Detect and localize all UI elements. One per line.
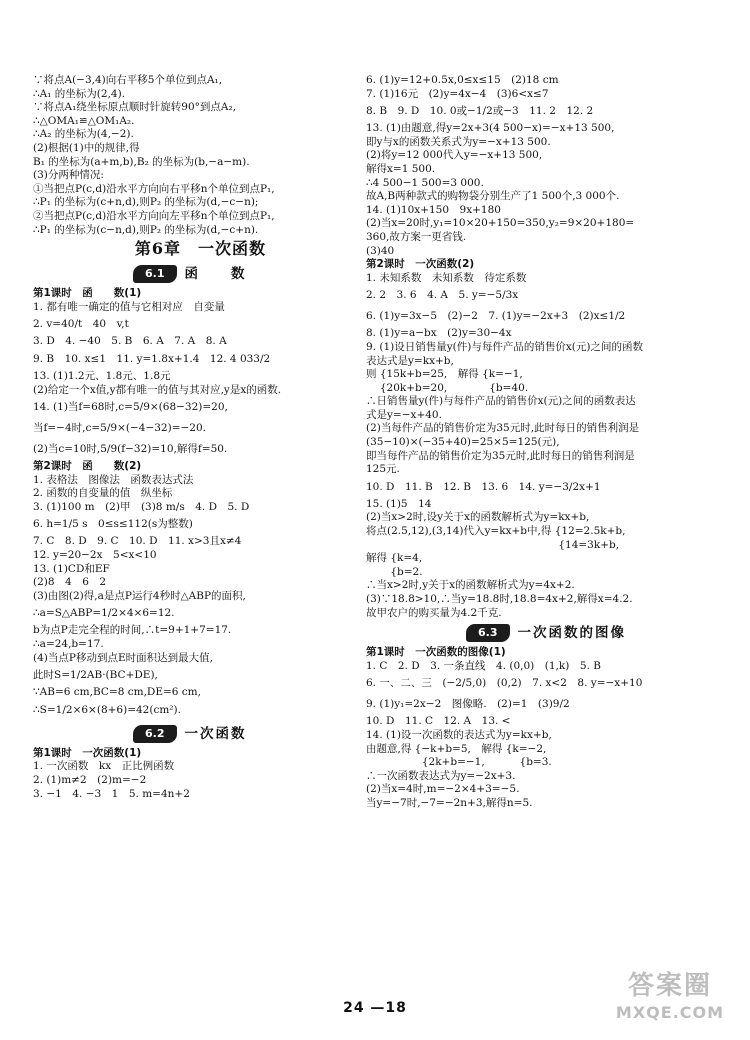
- section-title: 一次函数的图像: [517, 625, 626, 642]
- right-answer-line: 6. 一、二、三 (−2/5,0) (0,2) 7. x<2 8. y=−x+10: [366, 677, 643, 690]
- left-answer-line: 7. C 8. D 9. C 10. D 11. x>3且x≠4: [33, 535, 242, 548]
- left-answer-line: (3)由图(2)得,a是点P运行4秒时△ABP的面积,: [33, 589, 246, 602]
- right-answer-line: 故甲农户的购买量为4.2千克.: [366, 606, 502, 619]
- right-answer-line: 2. 2 3. 6 4. A 5. y=−5/3x: [366, 289, 519, 302]
- left-lesson-heading: 第2课时 函 数(2): [33, 460, 142, 473]
- left-answer-line: ∴P₁ 的坐标为(c+n,d),则P₂ 的坐标为(d,−c−n);: [33, 196, 259, 209]
- right-answer-line: (2)当每件产品的销售价定为35元时,此时每日的销售利润是: [366, 422, 640, 435]
- right-answer-line: 将点(2.5,12),(3,14)代入y=kx+b中,得 {12=2.5k+b,: [366, 525, 626, 538]
- left-answer-line: 1. 一次函数 kx 正比例函数: [33, 760, 175, 773]
- left-answer-line: ∴S=1/2×6×(8+6)=42(cm²).: [33, 703, 181, 716]
- right-answer-line: (2)当x=20时,y₁=10×20+150=350,y₂=9×20+180=: [366, 217, 635, 230]
- left-answer-line: 1. 都有唯一确定的值与它相对应 自变量: [33, 300, 225, 313]
- right-answer-line: ∴一次函数表达式为y=−2x+3.: [366, 769, 516, 782]
- right-answer-line: 当y=−7时,−7=−2n+3,解得n=5.: [366, 796, 533, 809]
- left-answer-line: B₁ 的坐标为(a+m,b),B₂ 的坐标为(b,−a−m).: [33, 155, 250, 168]
- left-answer-line: ∴A₂ 的坐标为(4,−2).: [33, 128, 134, 141]
- right-answer-line: (3)40: [366, 244, 395, 257]
- right-answer-line: 360,故方案一更省钱.: [366, 230, 467, 243]
- right-answer-line: 6. (1)y=12+0.5x,0≤x≤15 (2)18 cm: [366, 74, 559, 86]
- left-answer-line: ∴a=S△ABP=1/2×4×6=12.: [33, 607, 175, 620]
- right-answer-line: (2)当x>2时,设y关于x的函数解析式为y=kx+b,: [366, 511, 590, 524]
- left-answer-line: ∴P₁ 的坐标为(c−n,d),则P₂ 的坐标为(d,−c+n).: [33, 223, 259, 236]
- section-number-badge: 6.2: [133, 725, 177, 743]
- section-title: 一次函数: [184, 725, 247, 742]
- watermark-site: MXQE.COM: [615, 1003, 725, 1022]
- right-answer-line: 则 {15k+b=25, 解得 {k=−1,: [366, 368, 523, 381]
- right-answer-line: 10. D 11. B 12. B 13. 6 14. y=−3/2x+1: [366, 480, 601, 493]
- left-lesson-heading: 第1课时 函 数(1): [33, 287, 142, 300]
- right-answer-line: 式是y=−x+40.: [366, 408, 442, 421]
- left-answer-line: 9. B 10. x≤1 11. y=1.8x+1.4 12. 4 033/2: [33, 352, 271, 365]
- left-answer-line: 13. (1)1.2元、1.8元、1.8元: [33, 369, 171, 382]
- right-answer-line: 15. (1)5 14: [366, 497, 432, 510]
- left-answer-line: 13. (1)CD和EF: [33, 562, 110, 575]
- right-answer-line: 由题意,得 {−k+b=5, 解得 {k=−2,: [366, 742, 547, 755]
- right-answer-line: ∴日销售量y(件)与每件产品的销售价x(元)之间的函数表达: [366, 395, 636, 408]
- section-title: 函 数: [184, 266, 247, 283]
- section-number-badge: 6.3: [466, 624, 510, 642]
- left-column: [33, 74, 368, 801]
- right-answer-line: (2)当x=4时,m=−2×4+3=−5.: [366, 783, 520, 796]
- right-answer-line: 8. B 9. D 10. 0或−1/2或−3 11. 2 12. 2: [366, 105, 594, 118]
- right-answer-line: 故A,B两种款式的购物袋分别生产了1 500个,3 000个.: [366, 190, 620, 203]
- left-answer-line: 2. 函数的自变量的值 纵坐标: [33, 487, 173, 500]
- left-answer-line: (2)8 4 6 2: [33, 576, 107, 589]
- right-section-heading: [366, 622, 726, 644]
- left-answer-line: (4)当点P移动到点E时面积达到最大值,: [33, 651, 213, 664]
- right-answer-line: ∴当x>2时,y关于x的函数解析式为y=4x+2.: [366, 579, 575, 592]
- right-answer-line: 14. (1)10x+150 9x+180: [366, 203, 501, 216]
- right-answer-line: {20k+b=20, {b=40.: [366, 381, 529, 394]
- left-section-heading: [33, 723, 368, 745]
- watermark: [600, 970, 740, 1035]
- right-answer-line: 14. (1)设一次函数的表达式为y=kx+b,: [366, 728, 552, 741]
- left-answer-line: 3. −1 4. −3 1 5. m=4n+2: [33, 787, 190, 800]
- left-answer-line: 1. 表格法 图像法 函数表达式法: [33, 473, 194, 486]
- left-answer-line: ∵将点A(−3,4)向右平移5个单位到点A₁,: [33, 74, 223, 86]
- right-answer-line: {b=2.: [366, 565, 423, 578]
- left-answer-line: 6. h=1/5 s 0≤s≤112(s为整数): [33, 518, 193, 531]
- left-answer-line: 12. y=20−2x 5<x<10: [33, 549, 157, 562]
- section-number-badge: 6.1: [133, 265, 177, 283]
- right-answer-line: (3)∵18.8>10,∴当y=18.8时,18.8=4x+2,解得x=4.2.: [366, 593, 633, 605]
- right-answer-line: ∴4 500−1 500=3 000.: [366, 176, 484, 189]
- left-answer-line: 2. v=40/t 40 v,t: [33, 318, 129, 331]
- left-answer-line: ①当把点P(c,d)沿水平方向向右平移n个单位到点P₁,: [33, 182, 275, 195]
- right-answer-line: (2)将y=12 000代入y=−x+13 500,: [366, 149, 543, 162]
- right-answer-line: 表达式是y=kx+b,: [366, 354, 454, 367]
- left-answer-line: 14. (1)当f=68时,c=5/9×(68−32)=20,: [33, 401, 228, 414]
- left-section-heading: [33, 263, 368, 285]
- left-answer-line: ∴△OMA₁≌△OM₁A₂.: [33, 114, 135, 127]
- right-answer-line: {2k+b=−1, {b=3.: [366, 756, 552, 769]
- right-answer-line: 7. (1)16元 (2)y=4x−4 (3)6<x≤7: [366, 87, 549, 100]
- right-answer-line: 10. D 11. C 12. A 13. <: [366, 715, 511, 728]
- left-answer-line: 当f=−4时,c=5/9×(−4−32)=−20.: [33, 422, 206, 435]
- right-answer-line: 1. 未知系数 未知系数 待定系数: [366, 271, 527, 284]
- left-answer-line: ②当把点P(c,d)沿水平方向向左平移n个单位到点P₁,: [33, 209, 275, 222]
- right-answer-line: (35−10)×(−35+40)=25×5=125(元),: [366, 436, 560, 449]
- right-answer-line: 6. (1)y=3x−5 (2)−2 7. (1)y=−2x+3 (2)x≤1/2: [366, 310, 626, 323]
- left-answer-line: ∴A₁ 的坐标为(2,4).: [33, 87, 126, 100]
- left-answer-line: b为点P走完全程的时间,∴t=9+1+7=17.: [33, 624, 232, 637]
- left-answer-line: 3. (1)100 m (2)甲 (3)8 m/s 4. D 5. D: [33, 500, 250, 513]
- right-answer-line: 9. (1)y₁=2x−2 图像略. (2)=1 (3)9/2: [366, 698, 570, 711]
- left-lesson-heading: 第1课时 一次函数(1): [33, 746, 142, 759]
- right-answer-line: 125元.: [366, 463, 400, 476]
- left-chapter-title: 第6章 一次函数: [134, 239, 267, 259]
- right-answer-line: 即当每件产品的销售价定为35元时,此时每日的销售利润是: [366, 449, 635, 462]
- left-answer-line: (2)根据(1)中的规律,得: [33, 141, 140, 154]
- right-column: [366, 74, 726, 811]
- left-answer-line: (2)给定一个x值,y都有唯一的值与其对应,y是x的函数.: [33, 383, 282, 396]
- left-answer-line: ∴a=24,b=17.: [33, 638, 104, 651]
- left-answer-line: 3. D 4. −40 5. B 6. A 7. A 8. A: [33, 335, 227, 348]
- left-answer-line: (3)分两种情况:: [33, 169, 104, 182]
- right-answer-line: 解得 {k=4,: [366, 552, 423, 565]
- left-answer-line: (2)当c=10时,5/9(f−32)=10,解得f=50.: [33, 443, 228, 456]
- left-answer-line: 2. (1)m≠2 (2)m=−2: [33, 774, 147, 786]
- right-answer-line: 8. (1)y=a−bx (2)y=30−4x: [366, 327, 512, 340]
- right-lesson-heading: 第2课时 一次函数(2): [366, 258, 475, 271]
- page-number: 24 —18: [343, 1000, 407, 1016]
- right-answer-line: {14=3k+b,: [366, 538, 620, 551]
- left-answer-line: ∵AB=6 cm,BC=8 cm,DE=6 cm,: [33, 686, 201, 699]
- left-answer-line: ∵将点A₁绕坐标原点顺时针旋转90°到点A₂,: [33, 101, 237, 114]
- right-answer-line: 解得x=1 500.: [366, 162, 436, 175]
- watermark-logo: 答案圈: [627, 971, 712, 1001]
- right-answer-line: 1. C 2. D 3. 一条直线 4. (0,0) (1,k) 5. B: [366, 659, 601, 672]
- right-answer-line: 13. (1)由题意,得y=2x+3(4 500−x)=−x+13 500,: [366, 122, 615, 135]
- right-lesson-heading: 第1课时 一次函数的图像(1): [366, 646, 506, 659]
- right-answer-line: 即y与x的函数关系式为y=−x+13 500.: [366, 135, 551, 148]
- left-answer-line: 此时S=1/2AB·(BC+DE),: [33, 669, 158, 682]
- right-answer-line: 9. (1)设日销售量y(件)与每件产品的销售价x(元)之间的函数: [366, 340, 643, 353]
